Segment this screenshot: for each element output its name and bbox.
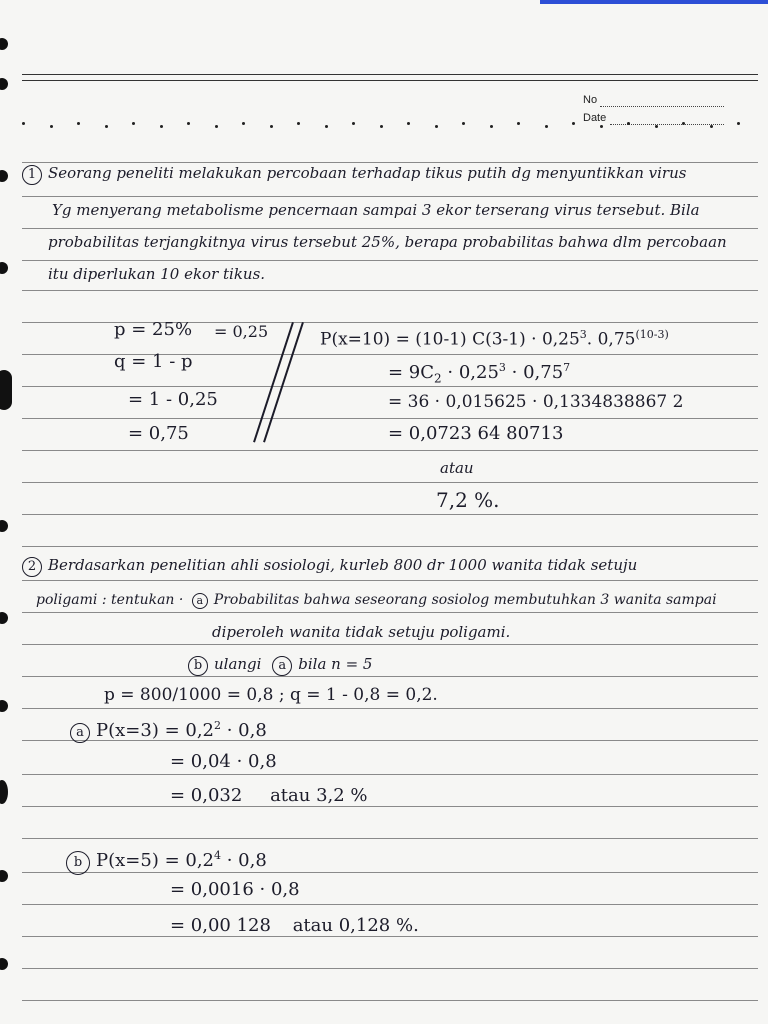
problem2-text-line1: Berdasarkan penelitian ahli sosiologi, kurleb 800 dr 1000 wanita tidak setuju [48, 556, 638, 574]
header-dot [737, 122, 740, 125]
part-b-line1-exp: 4 [214, 849, 221, 862]
header-dot [352, 122, 355, 125]
no-line [600, 106, 724, 107]
ruled-line [22, 290, 758, 291]
part-b-line1-tail: · 0,8 [221, 850, 267, 871]
header-dot [627, 122, 630, 125]
ruled-line [22, 228, 758, 229]
problem1-text-line1: Seorang peneliti melakukan percobaan terhadap tikus putih dg menyuntikkan virus [48, 164, 687, 182]
ruled-line [22, 546, 758, 547]
header-dot [710, 125, 713, 128]
solution-line4: = 0,0723 64 80713 [388, 423, 564, 444]
header-dot [105, 125, 108, 128]
problem2-text-line4-b: bila n = 5 [298, 655, 373, 673]
problem2-line2 [36, 590, 717, 610]
binder-hole [0, 870, 8, 882]
binder-hole [0, 700, 8, 712]
header-dot [380, 125, 383, 128]
ruled-line [22, 806, 758, 807]
binder-hole [0, 958, 8, 970]
binder-hole [0, 170, 8, 182]
part-a-marker: a [70, 723, 90, 743]
p-decimal: = 0,25 [214, 322, 269, 341]
header-rule [22, 74, 758, 75]
problem2-text-line2-a: poligami : tentukan · [36, 592, 184, 608]
ruled-line [22, 450, 758, 451]
binder-hole [0, 780, 8, 804]
problem1-line1 [22, 163, 686, 185]
header-dot [462, 122, 465, 125]
blue-corner-mark [540, 0, 768, 4]
binder-hole [0, 262, 8, 274]
solution-line2-tail: · 0,75 [505, 362, 564, 383]
header-dot [160, 125, 163, 128]
problem2-part-a-marker: a [192, 593, 208, 609]
ruled-line [22, 260, 758, 261]
problem1-text-line4: itu diperlukan 10 ekor tikus. [48, 265, 266, 283]
problem2-line1 [22, 555, 637, 577]
problem2-text-line4-a: ulangi [214, 655, 262, 673]
problem2-given: p = 800/1000 = 0,8 ; q = 1 - 0,8 = 0,2. [104, 685, 438, 705]
solution-line3: = 36 · 0,015625 · 0,1334838867 2 [388, 392, 684, 412]
header-dot [655, 125, 658, 128]
header-dot [545, 125, 548, 128]
p-value: p = 25% [114, 319, 193, 340]
separator-slash [263, 322, 303, 442]
part-b-marker: b [66, 851, 90, 875]
solution-line1-exp: 3 [579, 328, 587, 341]
part-a-line1-main: P(x=3) = 0,2 [96, 720, 214, 741]
solution-line2-exp2: 7 [563, 361, 571, 374]
ruled-line [22, 580, 758, 581]
part-b-line3-main: = 0,00 128 [170, 915, 271, 936]
header-dot [490, 125, 493, 128]
problem2-text-line3: diperoleh wanita tidak setuju poligami. [212, 623, 511, 641]
header-dot [572, 122, 575, 125]
atau-label: atau [440, 459, 474, 477]
header-dot [517, 122, 520, 125]
header-rule [22, 80, 758, 81]
ruled-line [22, 514, 758, 515]
solution-line2 [388, 358, 570, 389]
ruled-line [22, 676, 758, 677]
binder-hole [0, 612, 8, 624]
q-result: = 0,75 [128, 423, 189, 444]
problem2-number: 2 [22, 557, 42, 577]
ruled-line [22, 708, 758, 709]
problem2-ref-marker: a [272, 656, 292, 676]
q-definition: q = 1 - p [114, 351, 193, 372]
problem2-part-b-marker: b [188, 656, 208, 676]
date-label: Date [583, 112, 607, 124]
problem1-answer: 7,2 %. [436, 488, 500, 512]
ruled-line [22, 838, 758, 839]
header-dot [242, 122, 245, 125]
header-dot [297, 122, 300, 125]
solution-line2-main: = 9C [388, 362, 435, 383]
ruled-line [22, 612, 758, 613]
solution-line1-tail: . 0,75 [586, 329, 636, 350]
problem1-text-line2: Yg menyerang metabolisme pencernaan sampai 3 ekor terserang virus tersebut. Bila [52, 201, 700, 219]
solution-line2-sub: 2 [434, 371, 442, 386]
part-b-line1-main: P(x=5) = 0,2 [96, 850, 214, 871]
part-a-line3-tail: atau 3,2 % [270, 785, 368, 806]
ruled-line [22, 418, 758, 419]
q-step: = 1 - 0,25 [128, 389, 218, 410]
header-dot [325, 125, 328, 128]
part-a-line3 [170, 786, 368, 806]
ruled-line [22, 644, 758, 645]
dot-row [22, 122, 752, 130]
header-dot [600, 125, 603, 128]
problem1-number: 1 [22, 165, 42, 185]
header-dot [215, 125, 218, 128]
header-dot [187, 122, 190, 125]
ruled-line [22, 968, 758, 969]
part-a-line1-exp: 2 [214, 719, 221, 732]
part-b-line1 [66, 846, 267, 875]
part-b-line2: = 0,0016 · 0,8 [170, 879, 300, 900]
no-label: No [583, 94, 598, 106]
header-dot [682, 122, 685, 125]
binder-hole [0, 38, 8, 50]
header-dot [77, 122, 80, 125]
solution-line1-main: P(x=10) = (10-1) C(3-1) · 0,25 [320, 329, 580, 350]
problem2-text-line2-b: Probabilitas bahwa seseorang sosiolog membutuhkan 3 wanita sampai [213, 592, 717, 608]
header-dot [270, 125, 273, 128]
binder-hole [0, 370, 12, 410]
header-dot [50, 125, 53, 128]
problem1-text-line3: probabilitas terjangkitnya virus tersebut 25%, berapa probabilitas bahwa dlm percobaan [48, 233, 727, 251]
binder-hole [0, 78, 8, 90]
ruled-line [22, 774, 758, 775]
header-dot [435, 125, 438, 128]
part-b-line3 [170, 916, 419, 936]
part-a-line1-tail: · 0,8 [221, 720, 267, 741]
ruled-line [22, 936, 758, 937]
header-dot [407, 122, 410, 125]
header-dot [22, 122, 25, 125]
part-b-line3-tail: atau 0,128 %. [292, 915, 419, 936]
part-a-line3-main: = 0,032 [170, 785, 243, 806]
part-a-line1 [70, 716, 267, 743]
ruled-line [22, 904, 758, 905]
ruled-line [22, 196, 758, 197]
ruled-line [22, 482, 758, 483]
binder-hole [0, 520, 8, 532]
ruled-line [22, 1000, 758, 1001]
header-dot [132, 122, 135, 125]
problem2-line4 [188, 654, 372, 676]
solution-line1 [320, 325, 669, 350]
part-a-line2: = 0,04 · 0,8 [170, 751, 277, 772]
solution-line2-mid: · 0,25 [441, 362, 499, 383]
solution-line1-tail-exp: (10-3) [635, 328, 669, 341]
solution-line2-exp1: 3 [498, 361, 506, 374]
